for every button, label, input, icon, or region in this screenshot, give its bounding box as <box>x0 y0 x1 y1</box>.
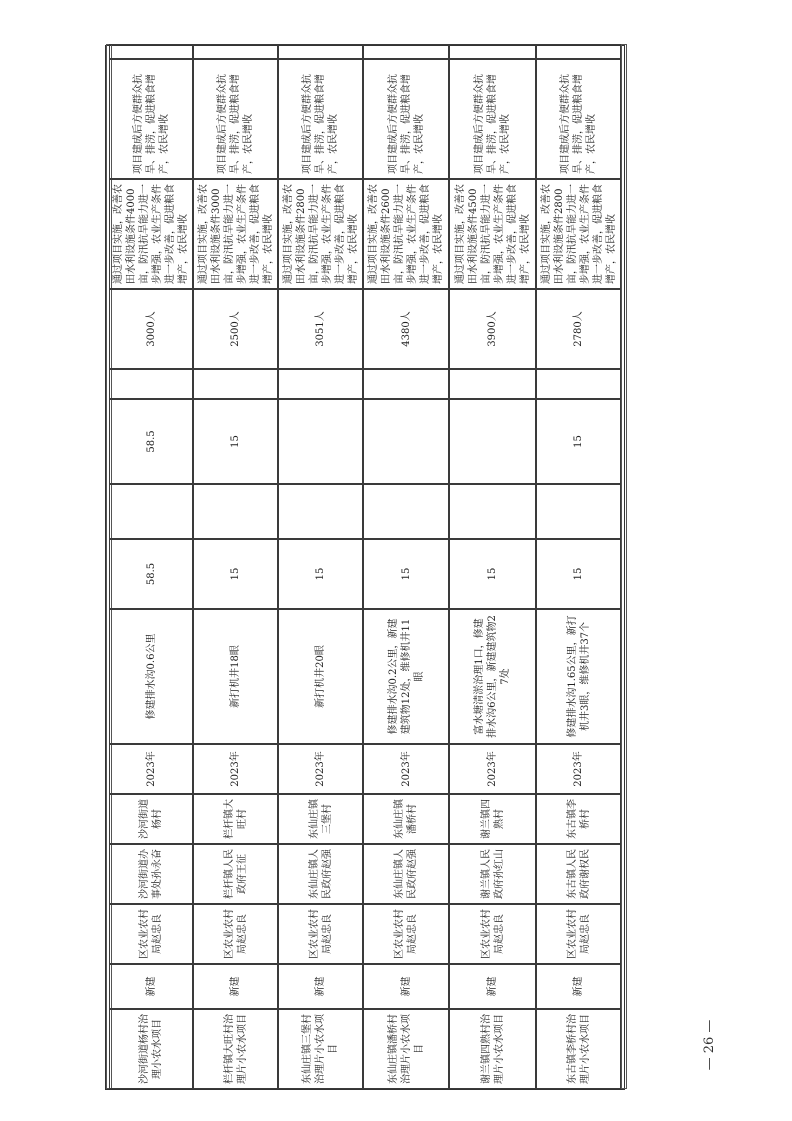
total-investment-cell: 15 <box>363 539 449 609</box>
project-name-cell: 栏杆镇大旺村治理片小农水项目 <box>193 1009 278 1089</box>
fund-source-cell <box>363 399 449 484</box>
project-table <box>105 45 625 1090</box>
construction-content-cell: 修建排水沟1.65公里，新打机井3眼，维修机井37个 <box>536 609 621 744</box>
construction-content-cell: 修建排水沟0.6公里 <box>109 609 193 744</box>
empty-cell <box>363 484 449 539</box>
project-effect-cell: 项目建成后方便群众抗旱、排涝，促进粮食增产，农民增收 <box>278 59 363 179</box>
beneficiaries-cell: 2500人 <box>193 289 278 369</box>
responsible-unit-cell: 区农业农村局赵忠良 <box>363 904 449 964</box>
benefit-description-cell: 通过项目实施，改善农田水利设施条件4000亩，防汛抗旱能力进一步增强，农业生产条件进一步改善，促进粮食增产，农民增收 <box>109 179 193 289</box>
construction-type-cell: 新建 <box>363 964 449 1009</box>
empty-cell <box>363 369 449 399</box>
year-cell: 2023年 <box>449 744 536 794</box>
project-effect-cell: 项目建成后方便群众抗旱、排涝，促进粮食增产，农民增收 <box>449 59 536 179</box>
implementing-unit-cell: 谢兰镇人民政府孙红山 <box>449 844 536 904</box>
empty-cell <box>449 484 536 539</box>
beneficiaries-cell: 2780人 <box>536 289 621 369</box>
benefit-description-cell: 通过项目实施，改善农田水利设施条件4500亩，防汛抗旱能力进一步增强，农业生产条件进一步改善，促进粮食增产，农民增收 <box>449 179 536 289</box>
benefit-description-cell: 通过项目实施，改善农田水利设施条件3000亩，防汛抗旱能力进一步增强，农业生产条件进一步改善，促进粮食增产，农民增收 <box>193 179 278 289</box>
construction-type-cell: 新建 <box>536 964 621 1009</box>
location-cell: 栏杆镇大旺村 <box>193 794 278 844</box>
empty-cell <box>363 44 449 59</box>
location-cell: 东古镇李桥村 <box>536 794 621 844</box>
total-investment-cell: 58.5 <box>109 539 193 609</box>
location-cell: 沙河街道杨村 <box>109 794 193 844</box>
benefit-description-cell: 通过项目实施，改善农田水利设施条件2600亩，防汛抗旱能力进一步增强，农业生产条件进一步改善，促进粮食增产，农民增收 <box>363 179 449 289</box>
year-cell: 2023年 <box>536 744 621 794</box>
empty-cell <box>193 369 278 399</box>
project-name-cell: 谢兰镇四熟村治理片小农水项目 <box>449 1009 536 1089</box>
empty-cell <box>193 44 278 59</box>
total-investment-cell: 15 <box>193 539 278 609</box>
project-effect-cell: 项目建成后方便群众抗旱、排涝，促进粮食增产，农民增收 <box>109 59 193 179</box>
fund-source-cell: 58.5 <box>109 399 193 484</box>
implementing-unit-cell: 东仙庄镇人民政府赵强 <box>363 844 449 904</box>
project-effect-cell: 项目建成后方便群众抗旱、排涝，促进粮食增产，农民增收 <box>363 59 449 179</box>
empty-cell <box>109 484 193 539</box>
construction-content-cell: 新打机井20眼 <box>278 609 363 744</box>
implementing-unit-cell: 东仙庄镇人民政府赵强 <box>278 844 363 904</box>
total-investment-cell: 15 <box>449 539 536 609</box>
total-investment-cell: 15 <box>536 539 621 609</box>
construction-content-cell: 新打机井18眼 <box>193 609 278 744</box>
year-cell: 2023年 <box>109 744 193 794</box>
project-name-cell: 东古镇李桥村治理片小农水项目 <box>536 1009 621 1089</box>
beneficiaries-cell: 4380人 <box>363 289 449 369</box>
fund-source-cell: 15 <box>536 399 621 484</box>
total-investment-cell: 15 <box>278 539 363 609</box>
responsible-unit-cell: 区农业农村局赵忠良 <box>449 904 536 964</box>
project-effect-cell: 项目建成后方便群众抗旱、排涝，促进粮食增产，农民增收 <box>193 59 278 179</box>
page-number: — 26 — <box>702 1019 717 1071</box>
construction-type-cell: 新建 <box>449 964 536 1009</box>
fund-source-cell <box>449 399 536 484</box>
project-name-cell: 沙河街道杨村治理小农水项目 <box>109 1009 193 1089</box>
empty-cell <box>278 484 363 539</box>
empty-cell <box>193 484 278 539</box>
implementing-unit-cell: 东古镇人民政府谢权民 <box>536 844 621 904</box>
year-cell: 2023年 <box>363 744 449 794</box>
year-cell: 2023年 <box>193 744 278 794</box>
implementing-unit-cell: 沙河街道办事处孙永奋 <box>109 844 193 904</box>
empty-cell <box>278 369 363 399</box>
implementing-unit-cell: 栏杆镇人民政府王征 <box>193 844 278 904</box>
empty-cell <box>278 44 363 59</box>
project-name-cell: 东仙庄镇三堡村治理片小农水项目 <box>278 1009 363 1089</box>
empty-cell <box>449 44 536 59</box>
fund-source-cell: 15 <box>193 399 278 484</box>
project-name-cell: 东仙庄镇潘桥村治理片小农水项目 <box>363 1009 449 1089</box>
empty-cell <box>536 44 621 59</box>
responsible-unit-cell: 区农业农村局赵忠良 <box>193 904 278 964</box>
construction-content-cell: 富水塘清淤治理1口，修建排水沟6公里，新建建筑物27处 <box>449 609 536 744</box>
project-effect-cell: 项目建成后方便群众抗旱、排涝，促进粮食增产，农民增收 <box>536 59 621 179</box>
year-cell: 2023年 <box>278 744 363 794</box>
beneficiaries-cell: 3900人 <box>449 289 536 369</box>
empty-cell <box>449 369 536 399</box>
construction-content-cell: 修建排水沟0.2公里，新建建筑物12处，维修机井11眼 <box>363 609 449 744</box>
responsible-unit-cell: 区农业农村局赵忠良 <box>109 904 193 964</box>
location-cell: 东仙庄镇潘桥村 <box>363 794 449 844</box>
location-cell: 东仙庄镇三堡村 <box>278 794 363 844</box>
empty-cell <box>109 369 193 399</box>
empty-cell <box>109 44 193 59</box>
construction-type-cell: 新建 <box>193 964 278 1009</box>
location-cell: 谢兰镇四熟村 <box>449 794 536 844</box>
beneficiaries-cell: 3000人 <box>109 289 193 369</box>
construction-type-cell: 新建 <box>109 964 193 1009</box>
responsible-unit-cell: 区农业农村局赵忠良 <box>278 904 363 964</box>
beneficiaries-cell: 3051人 <box>278 289 363 369</box>
responsible-unit-cell: 区农业农村局赵忠良 <box>536 904 621 964</box>
construction-type-cell: 新建 <box>278 964 363 1009</box>
benefit-description-cell: 通过项目实施，改善农田水利设施条件2800亩，防汛抗旱能力进一步增强，农业生产条件进一步改善，促进粮食增产，农民增收 <box>278 179 363 289</box>
empty-cell <box>536 369 621 399</box>
fund-source-cell <box>278 399 363 484</box>
benefit-description-cell: 通过项目实施，改善农田水利设施条件2800亩，防汛抗旱能力进一步增强，农业生产条件进一步改善，促进粮食增产，农民增收 <box>536 179 621 289</box>
empty-cell <box>536 484 621 539</box>
table-edge-strip <box>621 44 627 1089</box>
